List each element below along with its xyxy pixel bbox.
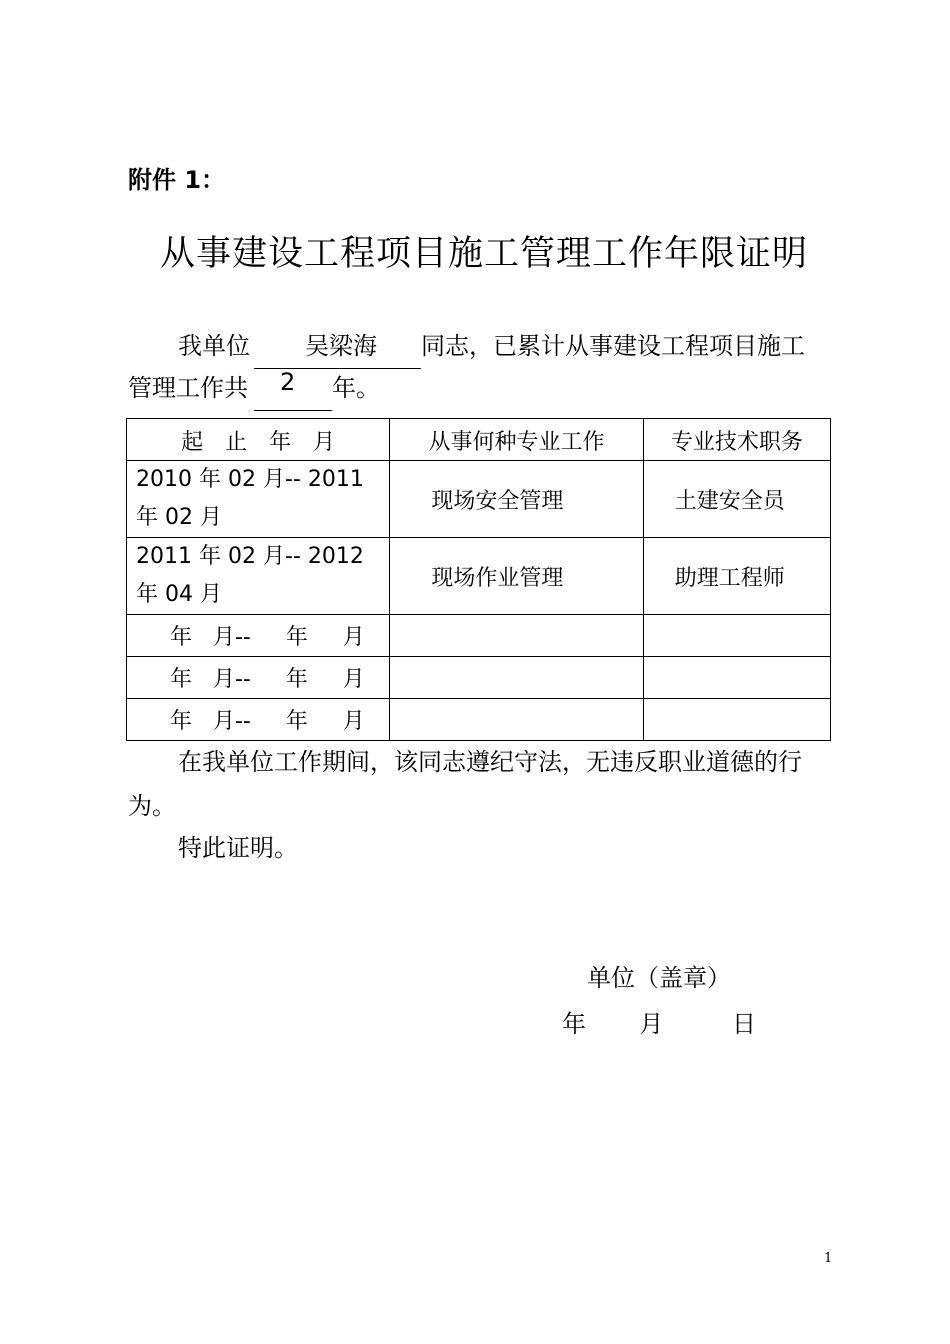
- person-name: 吴梁海: [305, 332, 377, 360]
- header-work: 从事何种专业工作: [390, 419, 643, 461]
- header-period: 起 止 年 月: [127, 419, 390, 461]
- table-row: [127, 538, 831, 615]
- work-cell: [390, 615, 643, 657]
- title-cell: [643, 699, 830, 741]
- table-row: [127, 657, 831, 699]
- statement-line1-prefix: 我单位: [178, 332, 250, 360]
- statement-line2-suffix: 年。: [332, 374, 380, 402]
- title-cell: [643, 615, 830, 657]
- seal-label: 单位（盖章）: [587, 964, 731, 992]
- date-line: 年 月 日: [562, 1010, 757, 1038]
- table-row: [127, 461, 831, 538]
- period-cell: 年 月-- 年 月: [127, 699, 390, 741]
- table-header-row: [127, 419, 831, 461]
- page-number: 1: [824, 1251, 833, 1266]
- title-cell: 土建安全员: [643, 461, 830, 538]
- period-cell: 2011 年 02 月-- 2012 年 04 月: [127, 538, 390, 615]
- statement-line2-prefix: 管理工作共: [128, 374, 248, 402]
- years-underline: [254, 410, 332, 411]
- years-count: 2: [280, 368, 296, 396]
- attachment-label: 附件 1：: [128, 166, 226, 194]
- statement-line1-suffix: 同志，已累计从事建设工程项目施工: [421, 332, 805, 360]
- title-cell: 助理工程师: [643, 538, 830, 615]
- work-history-table: [126, 418, 831, 741]
- conduct-statement: 在我单位工作期间，该同志遵纪守法，无违反职业道德的行为。: [128, 748, 802, 820]
- table-row: [127, 699, 831, 741]
- title-cell: [643, 657, 830, 699]
- certify-text: 特此证明。: [178, 834, 298, 862]
- period-cell: 年 月-- 年 月: [127, 657, 390, 699]
- work-cell: 现场作业管理: [390, 538, 643, 615]
- work-cell: [390, 657, 643, 699]
- period-cell: 年 月-- 年 月: [127, 615, 390, 657]
- work-cell: 现场安全管理: [390, 461, 643, 538]
- header-title: 专业技术职务: [643, 419, 830, 461]
- work-cell: [390, 699, 643, 741]
- period-cell: 2010 年 02 月-- 2011 年 02 月: [127, 461, 390, 538]
- table-row: [127, 615, 831, 657]
- document-title: 从事建设工程项目施工管理工作年限证明: [160, 234, 809, 274]
